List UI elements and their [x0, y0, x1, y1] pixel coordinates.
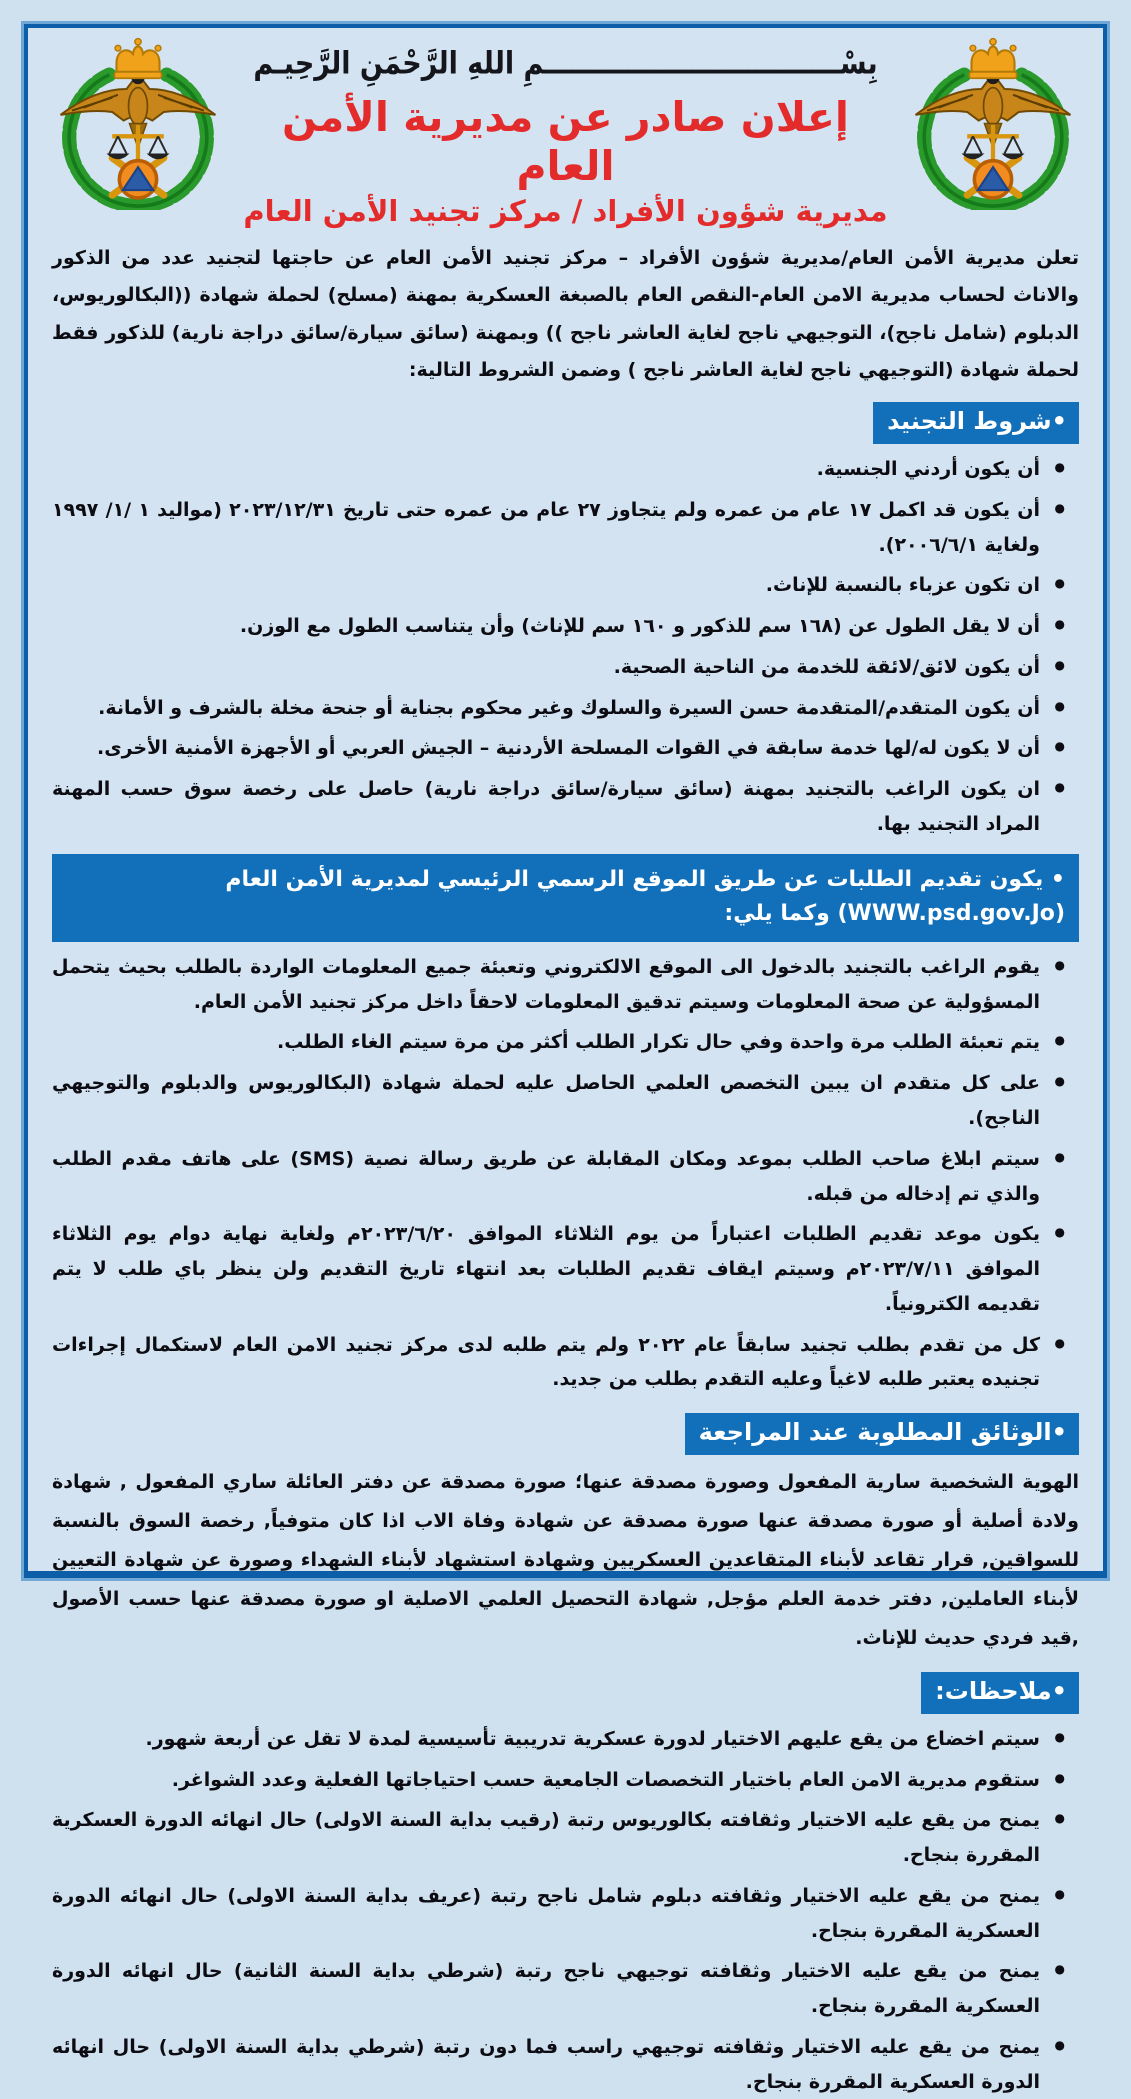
- list-item: ● يمنح من يقع عليه الاختيار وثقافته توجيهي ناجح رتبة (شرطي بداية السنة الثانية) حال انهائه الدورة العسكرية المقررة بنجاح.: [52, 1954, 1067, 2024]
- list-item: ● يقوم الراغب بالتجنيد بالدخول الى الموقع الالكتروني وتعبئة جميع المعلومات الواردة بالطلب بحيث يتحمل المسؤولية عن صحة المعلومات وسيتم تدقيق المعلومات لاحقاً داخل مركز تجنيد الأمن العام.: [52, 950, 1067, 1020]
- list-item: ● يمنح من يقع عليه الاختيار وثقافته بكالوريوس رتبة (رقيب بداية السنة الاولى) حال انهائه الدورة العسكرية المقررة بنجاح.: [52, 1803, 1067, 1873]
- intro-paragraph: تعلن مديرية الأمن العام/مديرية شؤون الأفراد – مركز تجنيد الأمن العام عن حاجتها لتجنيد عدد من الذكور والاناث لحساب مديرية الامن العام-النقص العام بالصبغة العسكرية بمهنة (مسلح) لحملة شهادة ((البكالوريوس، الدبلوم (شامل ناجح)، التوجيهي ناجح لغاية العاشر ناجح )) وبمهنة (سائق سيارة/سائق دراجة نارية) للذكور فقط لحملة شهادة (التوجيهي ناجح لغاية العاشر ناجح ) وضمن الشروط التالية:: [52, 246, 1079, 382]
- list-item: ● يتم تعبئة الطلب مرة واحدة وفي حال تكرار الطلب أكثر من مرة سيتم الغاء الطلب.: [52, 1025, 1067, 1060]
- documents-header-row: [52, 1403, 1079, 1461]
- bismillah-calligraphy: بِسْــــــــــــــــــــــــــــــــمِ اللهِ الرَّحْمَنِ الرَّحِيـم: [253, 45, 878, 82]
- documents-paragraph: الهوية الشخصية سارية المفعول وصورة مصدقة عنها؛ صورة مصدقة عن دفتر العائلة ساري المفعول , شهادة ولادة أصلية أو صورة مصدقة عنها صورة مصدقة عن شهادة وفاة الاب اذا كان متوفياً, رخصة السوق بالنسبة للسواقين, قرار تقاعد لأبناء المتقاعدين العسكريين وشهادة استشهاد لأبناء الشهداء وصورة عن شهادة التعيين لأبناء العاملين, دفتر خدمة العلم مؤجل, شهادة التحصيل العلمي الاصلية او صورة مصدقة عنها حسب الأصول ,قيد فردي حديث للإناث.: [52, 1471, 1079, 1649]
- list-item: ● يمنح من يقع عليه الاختيار وثقافته توجيهي راسب فما دون رتبة (شرطي بداية السنة الاولى) حال انهائه الدورة العسكرية المقررة بنجاح.: [52, 2030, 1067, 2099]
- page-subtitle: مديرية شؤون الأفراد / مركز تجنيد الأمن العام: [243, 194, 888, 229]
- list-item: ● أن يكون المتقدم/المتقدمة حسن السيرة والسلوك وغير محكوم بجناية أو جنحة مخلة بالشرف و الأمانة.: [52, 691, 1067, 726]
- notes-list: [52, 1722, 1079, 2099]
- page-title: إعلان صادر عن مديرية الأمن العام: [282, 93, 849, 191]
- list-item: ● أن لا يكون له/لها خدمة سابقة في القوات المسلحة الأردنية – الجيش العربي أو الأجهزة الأمنية الأخرى.: [52, 731, 1067, 766]
- section-header-documents: •الوثائق المطلوبة عند المراجعة: [685, 1413, 1079, 1455]
- submission-banner: • يكون تقديم الطلبات عن طريق الموقع الرسمي الرئيسي لمديرية الأمن العام (WWW.psd.gov.Jo) وكما يلي:: [52, 854, 1079, 942]
- list-item: ● أن يكون أردني الجنسية.: [52, 452, 1067, 487]
- list-item: ● أن يكون قد اكمل ١٧ عام من عمره ولم يتجاوز ٢٧ عام من عمره حتى تاريخ ٢٠٢٣/١٢/٣١ (مواليد ١ /١/ ١٩٩٧ ولغاية ٢٠٠٦/٦/١).: [52, 493, 1067, 563]
- psd-emblem-icon: [52, 34, 224, 210]
- list-item: ● سيتم ابلاغ صاحب الطلب بموعد ومكان المقابلة عن طريق رسالة نصية (SMS) على هاتف مقدم الطلب والذي تم إدخاله من قبله.: [52, 1142, 1067, 1212]
- section-header-conditions: •شروط التجنيد: [873, 402, 1079, 444]
- submission-list: [52, 950, 1079, 1397]
- list-item: ● ان يكون الراغب بالتجنيد بمهنة (سائق سيارة/سائق دراجة نارية) حاصل على رخصة سوق حسب المهنة المراد التجنيد بها.: [52, 772, 1067, 842]
- psd-emblem-icon: [907, 34, 1079, 210]
- list-item: ● يكون موعد تقديم الطلبات اعتباراً من يوم الثلاثاء الموافق ٢٠٢٣/٦/٢٠م ولغاية نهاية دوام يوم الثلاثاء الموافق ٢٠٢٣/٧/١١م وسيتم ايقاف تقديم الطلبات بعد انتهاء تاريخ التقديم ولن ينظر باي طلب لا يتم تقديمه الكترونياً.: [52, 1217, 1067, 1321]
- list-item: ● على كل متقدم ان يبين التخصص العلمي الحاصل عليه لحملة شهادة (البكالوريوس والدبلوم والتوجيهي الناجح).: [52, 1066, 1067, 1136]
- notes-header-row: [52, 1662, 1079, 1720]
- announcement-page: [24, 24, 1107, 2093]
- conditions-header-row: [52, 392, 1079, 450]
- list-item: ● ان تكون عزباء بالنسبة للإناث.: [52, 568, 1067, 603]
- header-center: [224, 34, 907, 230]
- list-item: ● أن يكون لائق/لائقة للخدمة من الناحية الصحية.: [52, 650, 1067, 685]
- conditions-list: [52, 452, 1079, 842]
- page-header: [52, 34, 1079, 230]
- list-item: ● ستقوم مديرية الامن العام باختيار التخصصات الجامعية حسب احتياجاتها الفعلية وعدد الشواغر.: [52, 1763, 1067, 1798]
- list-item: ● أن لا يقل الطول عن (١٦٨ سم للذكور و ١٦٠ سم للإناث) وأن يتناسب الطول مع الوزن.: [52, 609, 1067, 644]
- warning-note: ● كل من تقدم بطلب تجنيد سابقاً عام ٢٠٢٢ ولم يتم طلبه لدى مركز تجنيد الامن العام لاستكمال إجراءات تجنيده يعتبر طلبه لاغياً وعليه التقدم بطلب من جديد.: [52, 1328, 1067, 1398]
- section-header-notes: •ملاحظات:: [921, 1672, 1079, 1714]
- list-item: ● سيتم اخضاع من يقع عليهم الاختيار لدورة عسكرية تدريبية تأسيسية لمدة لا تقل عن أربعة شهور.: [52, 1722, 1067, 1757]
- list-item: ● يمنح من يقع عليه الاختيار وثقافته دبلوم شامل ناجح رتبة (عريف بداية السنة الاولى) حال انهائه الدورة العسكرية المقررة بنجاح.: [52, 1879, 1067, 1949]
